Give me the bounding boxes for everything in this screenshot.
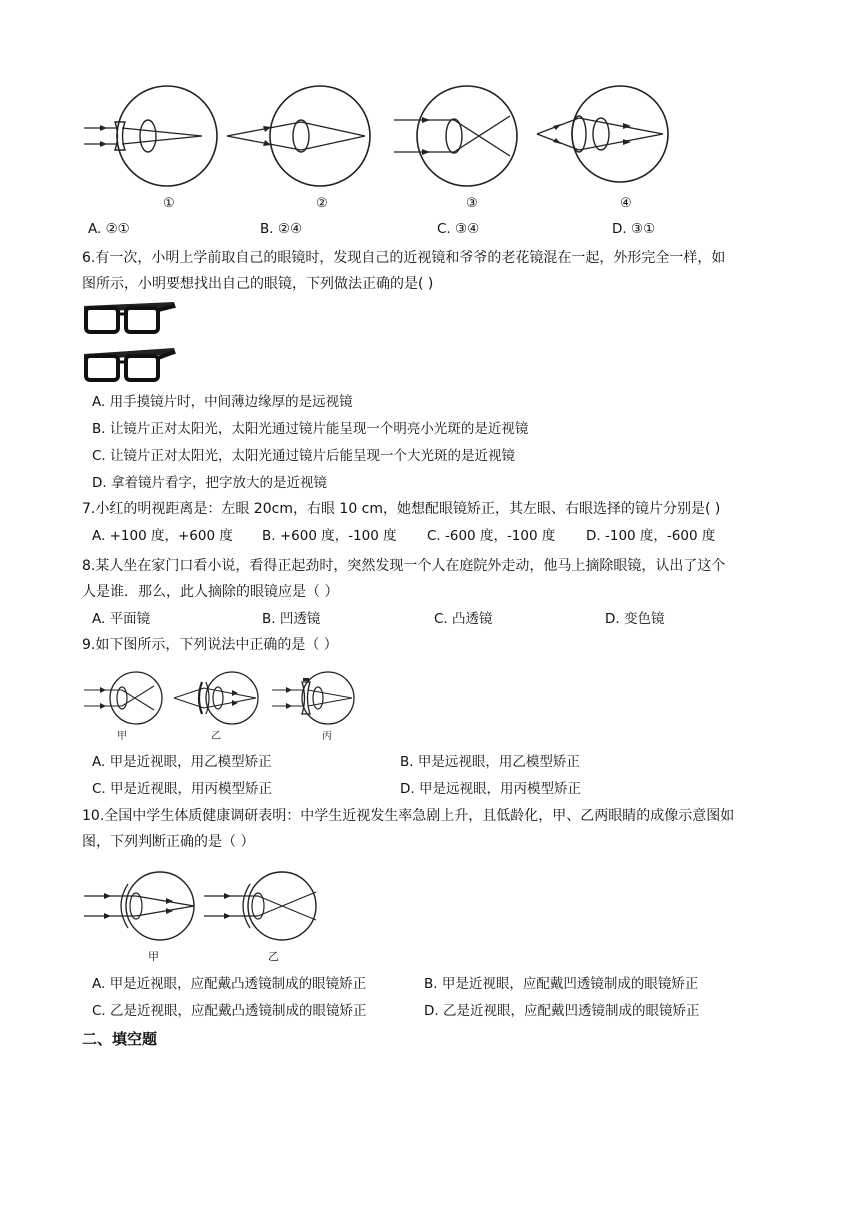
q5-option-b[interactable]: B. ②④ [260, 221, 303, 237]
q5-eye-diagram-3 [392, 84, 517, 194]
q8-option-c[interactable]: C. 凸透镜 [434, 611, 493, 627]
q7-option-a[interactable]: A. +100 度，+600 度 [92, 528, 233, 544]
q5-figure-label-2: ② [316, 196, 328, 211]
q5-option-a[interactable]: A. ②① [88, 221, 130, 237]
q6-option-b[interactable]: B. 让镜片正对太阳光，太阳光通过镜片能呈现一个明亮小光斑的是近视镜 [92, 421, 529, 437]
q9-option-d[interactable]: D. 甲是远视眼，用丙模型矫正 [400, 781, 581, 797]
q5-eye-diagram-1 [82, 84, 212, 194]
q9-eye-diagram-jia [84, 670, 164, 726]
q10-eye-diagram-jia [84, 868, 204, 944]
q5-eye-diagram-4 [535, 84, 670, 194]
q10-option-d[interactable]: D. 乙是近视眼，应配戴凹透镜制成的眼镜矫正 [424, 1003, 700, 1019]
q9-option-c[interactable]: C. 甲是近视眼，用丙模型矫正 [92, 781, 273, 797]
q9-eye-diagram-bing [270, 668, 360, 726]
q6-option-d[interactable]: D. 拿着镜片看字，把字放大的是近视镜 [92, 475, 327, 491]
q10-figure-label-yi: 乙 [268, 950, 279, 963]
q10-option-a[interactable]: A. 甲是近视眼，应配戴凸透镜制成的眼镜矫正 [92, 976, 367, 992]
q8-option-a[interactable]: A. 平面镜 [92, 611, 151, 627]
q7-stem: 7.小红的明视距离是：左眼 20cm，右眼 10 cm，她想配眼镜矫正，其左眼、右眼选择的镜片分别是( ) [82, 501, 721, 517]
q8-stem-line-2: 人是谁．那么，此人摘除的眼镜应是（ ） [82, 584, 339, 600]
q8-stem-line-1: 8.某人坐在家门口看小说，看得正起劲时，突然发现一个人在庭院外走动，他马上摘除眼镜，认出了这个 [82, 558, 726, 574]
q9-stem: 9.如下图所示，下列说法中正确的是（ ） [82, 637, 338, 653]
q10-stem-line-2: 图，下列判断正确的是（ ） [82, 834, 255, 850]
q10-eye-diagram-yi [204, 868, 324, 944]
q10-figure-label-jia: 甲 [148, 950, 159, 963]
q7-option-b[interactable]: B. +600 度，-100 度 [262, 528, 397, 544]
q9-option-b[interactable]: B. 甲是远视眼，用乙模型矫正 [400, 754, 580, 770]
q10-option-b[interactable]: B. 甲是近视眼，应配戴凹透镜制成的眼镜矫正 [424, 976, 699, 992]
q6-option-c[interactable]: C. 让镜片正对太阳光，太阳光通过镜片后能呈现一个大光斑的是近视镜 [92, 448, 516, 464]
q9-figure-label-yi: 乙 [211, 731, 221, 742]
q5-figure-label-4: ④ [620, 196, 632, 211]
section-title-fill-in: 二、填空题 [82, 1030, 158, 1048]
q8-option-d[interactable]: D. 变色镜 [605, 611, 665, 627]
q6-glasses-image-1 [82, 300, 177, 340]
q9-figure-label-bing: 丙 [322, 731, 332, 742]
q5-figure-label-3: ③ [466, 196, 478, 211]
q7-option-d[interactable]: D. -100 度，-600 度 [586, 528, 716, 544]
q9-figure-label-jia: 甲 [117, 731, 127, 742]
q6-glasses-image-2 [82, 346, 177, 388]
q6-option-a[interactable]: A. 用手摸镜片时，中间薄边缘厚的是远视镜 [92, 394, 353, 410]
q5-option-d[interactable]: D. ③① [612, 221, 656, 237]
q5-option-c[interactable]: C. ③④ [437, 221, 480, 237]
q5-eye-diagram-2 [225, 84, 370, 194]
q9-option-a[interactable]: A. 甲是近视眼，用乙模型矫正 [92, 754, 272, 770]
q9-eye-diagram-yi [172, 668, 262, 726]
q7-option-c[interactable]: C. -600 度，-100 度 [427, 528, 556, 544]
q6-stem-line-1: 6.有一次，小明上学前取自己的眼镜时，发现自己的近视镜和爷爷的老花镜混在一起，外形完全一样，如 [82, 250, 726, 266]
q6-stem-line-2: 图所示，小明要想找出自己的眼镜，下列做法正确的是( ) [82, 276, 434, 292]
q5-figure-label-1: ① [163, 196, 175, 211]
q10-stem-line-1: 10.全国中学生体质健康调研表明：中学生近视发生率急剧上升，且低龄化，甲、乙两眼睛的成像示意图如 [82, 808, 735, 824]
q10-option-c[interactable]: C. 乙是近视眼，应配戴凸透镜制成的眼镜矫正 [92, 1003, 367, 1019]
q8-option-b[interactable]: B. 凹透镜 [262, 611, 321, 627]
